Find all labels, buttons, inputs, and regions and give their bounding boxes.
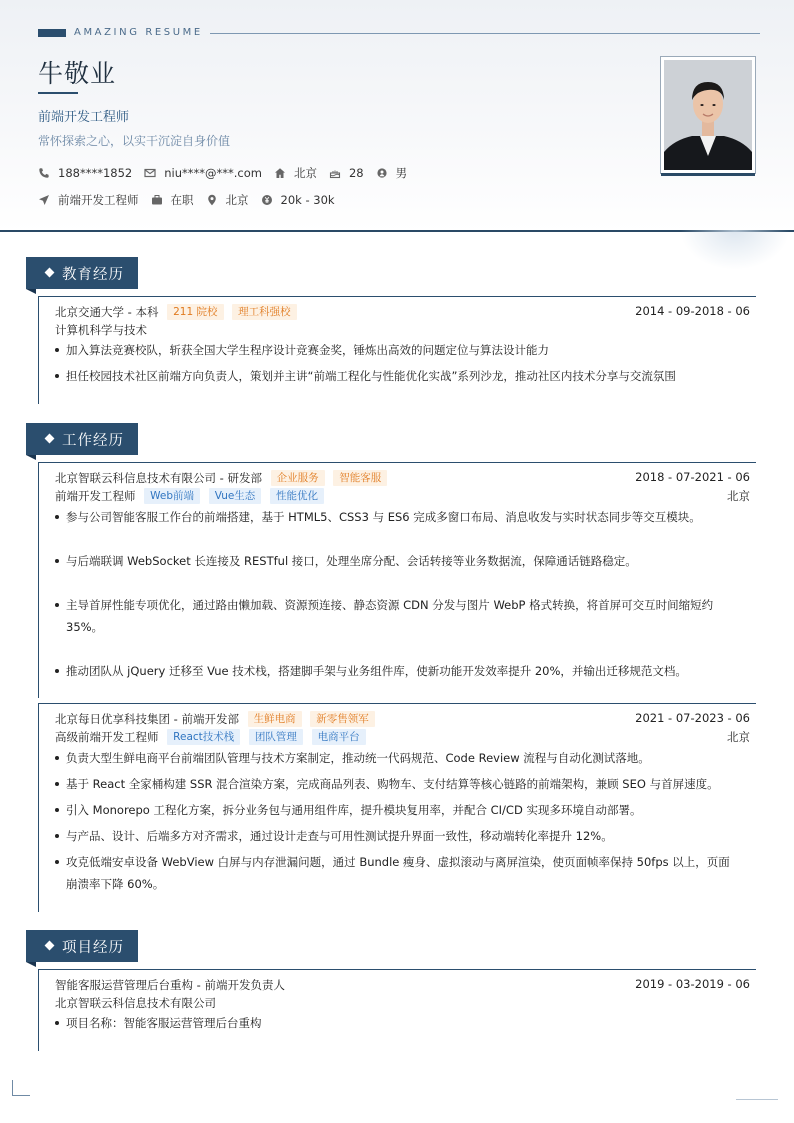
company-name: 北京智联云科信息技术有限公司 - 研发部 bbox=[55, 471, 262, 485]
school-tag: 211 院校 bbox=[167, 304, 223, 320]
education-section-title: 教育经历 bbox=[62, 266, 124, 283]
education-bullet: 担任校园技术社区前端方向负责人，策划并主讲“前端工程化与性能优化实战”系列沙龙，推动社区内技术分享与交流氛围 bbox=[55, 365, 744, 387]
job-city: 北京 bbox=[727, 730, 750, 744]
decorative-glow bbox=[680, 230, 790, 270]
work-bullet-continuation bbox=[55, 873, 744, 895]
school-name: 北京交通大学 - 本科 bbox=[55, 305, 159, 319]
job-intention-row bbox=[38, 192, 347, 208]
company-tag: 智能客服 bbox=[333, 470, 387, 486]
project-header-row bbox=[55, 977, 750, 993]
work-job-block bbox=[38, 462, 756, 698]
residence-text: 北京 bbox=[293, 166, 317, 180]
intended-position-info bbox=[38, 192, 139, 208]
gender-info bbox=[376, 165, 408, 181]
residence-info bbox=[274, 165, 317, 181]
job-bullet-continuation-text: 35%。 bbox=[66, 620, 104, 634]
company-tag: 生鲜电商 bbox=[248, 711, 302, 727]
project-block bbox=[38, 969, 756, 1051]
role-tag: Vue生态 bbox=[209, 488, 262, 504]
phone-text: 188****1852 bbox=[58, 166, 133, 180]
job-city: 北京 bbox=[727, 489, 750, 503]
header-divider bbox=[0, 230, 794, 232]
gender-icon bbox=[376, 167, 388, 179]
diamond-icon bbox=[45, 941, 55, 951]
education-block bbox=[38, 296, 756, 404]
project-name: 智能客服运营管理后台重构 - 前端开发负责人 bbox=[55, 978, 285, 992]
school-tag: 理工科强校 bbox=[232, 304, 297, 320]
phone-info bbox=[38, 166, 132, 180]
name-underline bbox=[38, 92, 78, 94]
gender-text: 男 bbox=[395, 166, 408, 180]
page-corner-mark bbox=[12, 1080, 30, 1096]
job-bullet: 基于 React 全家桶构建 SSR 混合渲染方案，完成商品列表、购物车、支付结算等核心链路的前端架构，兼顾 SEO 与首屏速度。 bbox=[55, 773, 744, 795]
education-section-header bbox=[26, 257, 138, 289]
education-bullet: 加入算法竞赛校队，斩获全国大学生程序设计竞赛金奖，锤炼出高效的问题定位与算法设计能力 bbox=[55, 339, 744, 361]
diamond-icon bbox=[45, 434, 55, 444]
job-date: 2018 - 07-2021 - 06 bbox=[635, 470, 750, 484]
salary-text: 20k - 30k bbox=[280, 193, 335, 207]
company-tag: 企业服务 bbox=[271, 470, 325, 486]
job-bullet: 推动团队从 jQuery 迁移至 Vue 技术栈，搭建脚手架与业务组件库，使新功能开发效率提升 20%，并输出迁移规范文档。 bbox=[55, 660, 744, 682]
candidate-motto: 常怀探索之心，以实干沉淀自身价值 bbox=[38, 134, 231, 148]
job-bullet-continuation bbox=[55, 616, 744, 638]
company-name: 北京每日优享科技集团 - 前端开发部 bbox=[55, 712, 239, 726]
job-role-row bbox=[55, 729, 750, 745]
project-section-header bbox=[26, 930, 138, 962]
project-bullet: 项目名称：智能客服运营管理后台重构 bbox=[55, 1012, 744, 1034]
education-date: 2014 - 09-2018 - 06 bbox=[635, 304, 750, 318]
role-name: 高级前端开发工程师 bbox=[55, 730, 159, 744]
send-icon bbox=[38, 194, 50, 206]
intended-position-text: 前端开发工程师 bbox=[58, 193, 139, 207]
location-pin-icon bbox=[206, 194, 218, 206]
job-bullet: 负责大型生鲜电商平台前端团队管理与技术方案制定，推动统一代码规范、Code Review 流程与自动化测试落地。 bbox=[55, 747, 744, 769]
diamond-icon bbox=[45, 268, 55, 278]
age-text: 28 bbox=[348, 166, 364, 180]
brand-text: AMAZING RESUME bbox=[74, 27, 203, 38]
project-company: 北京智联云科信息技术有限公司 bbox=[55, 996, 216, 1010]
page-corner-line bbox=[736, 1099, 778, 1100]
major-name: 计算机科学与技术 bbox=[55, 323, 147, 337]
intended-city-text: 北京 bbox=[225, 193, 249, 207]
candidate-job-title: 前端开发工程师 bbox=[38, 110, 130, 125]
role-tag: React技术栈 bbox=[167, 729, 240, 745]
mail-icon bbox=[144, 167, 156, 179]
work-job-block bbox=[38, 703, 756, 912]
company-tag: 新零售领军 bbox=[310, 711, 375, 727]
contact-info-row bbox=[38, 165, 419, 181]
email-info bbox=[144, 166, 262, 180]
brand-line bbox=[210, 33, 760, 34]
home-icon bbox=[274, 167, 286, 179]
job-role-row bbox=[55, 488, 750, 504]
phone-icon bbox=[38, 167, 50, 179]
job-date: 2021 - 07-2023 - 06 bbox=[635, 711, 750, 725]
job-bullet: 引入 Monorepo 工程化方案，拆分业务包与通用组件库，提升模块复用率，并配合 CI/CD 实现多环境自动部署。 bbox=[55, 799, 744, 821]
salary-info bbox=[261, 193, 335, 207]
briefcase-icon bbox=[151, 194, 163, 206]
education-header-row bbox=[55, 304, 750, 320]
profile-photo bbox=[664, 60, 752, 170]
education-major-row bbox=[55, 322, 750, 338]
job-bullet: 与后端联调 WebSocket 长连接及 RESTful 接口，处理坐席分配、会话转接等业务数据流，保障通话链路稳定。 bbox=[55, 550, 744, 572]
intended-city-info bbox=[206, 192, 249, 208]
work-section-header bbox=[26, 423, 138, 455]
role-tag: 团队管理 bbox=[249, 729, 303, 745]
profile-photo-frame bbox=[660, 56, 756, 174]
role-tag: 电商平台 bbox=[312, 729, 366, 745]
project-date: 2019 - 03-2019 - 06 bbox=[635, 977, 750, 991]
job-company-row bbox=[55, 470, 750, 486]
age-info bbox=[329, 166, 364, 180]
brand-bar bbox=[38, 29, 66, 37]
email-text: niu****@***.com bbox=[164, 166, 262, 180]
candidate-name: 牛敬业 bbox=[38, 59, 117, 88]
job-bullet: 与产品、设计、后端多方对齐需求，通过设计走查与可用性测试提升界面一致性，移动端转化率提升 12%。 bbox=[55, 825, 744, 847]
job-bullet: 参与公司智能客服工作台的前端搭建，基于 HTML5、CSS3 与 ES6 完成多窗口布局、消息收发与实时状态同步等交互模块。 bbox=[55, 506, 744, 528]
work-section-title: 工作经历 bbox=[62, 432, 124, 449]
project-section-title: 项目经历 bbox=[62, 939, 124, 956]
job-company-row bbox=[55, 711, 750, 727]
salary-icon bbox=[261, 194, 273, 206]
job-bullet: 主导首屏性能专项优化，通过路由懒加载、资源预连接、静态资源 CDN 分发与图片 WebP 格式转换，将首屏可交互时间缩短约 bbox=[55, 594, 744, 616]
role-name: 前端开发工程师 bbox=[55, 489, 136, 503]
role-tag: 性能优化 bbox=[270, 488, 324, 504]
job-status-text: 在职 bbox=[170, 193, 194, 207]
job-status-info bbox=[151, 192, 194, 208]
job-bullet: 攻克低端安卓设备 WebView 白屏与内存泄漏问题，通过 Bundle 瘦身、虚拟滚动与离屏渲染，使页面帧率保持 50fps 以上，页面 bbox=[55, 851, 744, 873]
project-company-row bbox=[55, 995, 750, 1011]
cake-icon bbox=[329, 167, 341, 179]
job-bullet-continuation-text: 崩溃率下降 60%。 bbox=[66, 877, 165, 891]
role-tag: Web前端 bbox=[144, 488, 200, 504]
